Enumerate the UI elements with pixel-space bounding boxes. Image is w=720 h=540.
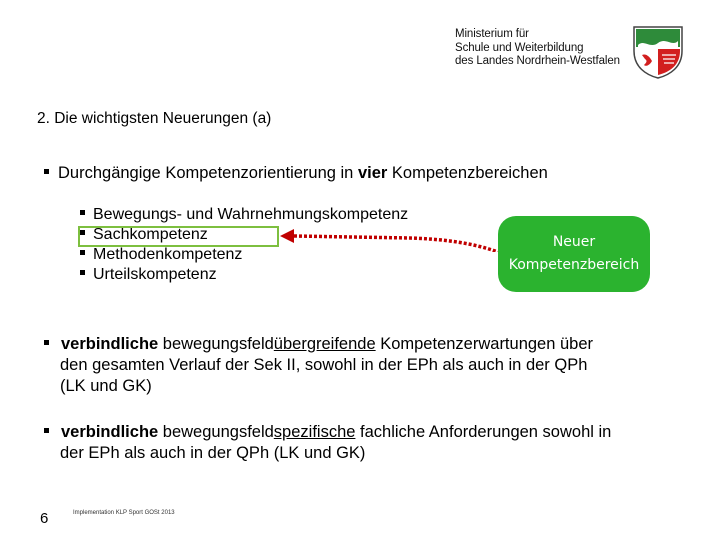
- list-item-label: Urteilskompetenz: [93, 266, 217, 283]
- page-number: 6: [40, 510, 49, 527]
- ministry-line-2: Schule und Weiterbildung: [455, 41, 584, 54]
- para1-underlined: übergreifende: [273, 335, 376, 353]
- para1-bold: verbindliche: [61, 335, 159, 353]
- para2-text2: fachliche Anforderungen sowohl in: [355, 423, 612, 441]
- bullet-square-icon: [44, 428, 49, 433]
- badge-line-1: Neuer: [552, 234, 596, 250]
- para1-line2: den gesamten Verlauf der Sek II, sowohl in der EPh als auch in der QPh: [60, 356, 588, 374]
- footer-note: Implementation KLP Sport GOSt 2013: [73, 510, 175, 516]
- para2-underlined: spezifische: [273, 423, 356, 441]
- nrw-crest-icon: [632, 25, 684, 79]
- badge-line-2: Kompetenzbereich: [508, 257, 640, 273]
- para1-text1: bewegungsfeld: [158, 335, 274, 353]
- main-bullet-after: Kompetenzbereichen: [387, 164, 548, 182]
- ministry-line-3: des Landes Nordrhein-Westfalen: [455, 55, 620, 67]
- list-item: [80, 265, 408, 285]
- para1-text2: Kompetenzerwartungen über: [375, 335, 594, 353]
- para1-line3: (LK und GK): [60, 377, 152, 395]
- para2-line2: der EPh als auch in der QPh (LK und GK): [60, 444, 366, 462]
- bullet-square-icon: [80, 250, 85, 255]
- new-area-badge: [498, 216, 650, 292]
- list-item-label: Bewegungs- und Wahrnehmungskompetenz: [93, 206, 409, 223]
- para2-bold: verbindliche: [61, 423, 159, 441]
- dotted-arrow-icon: [270, 222, 510, 252]
- list-item-label: Sachkompetenz: [93, 226, 208, 243]
- bullet-square-icon: [44, 340, 49, 345]
- slide-title: 2. Die wichtigsten Neuerungen (a): [37, 110, 272, 127]
- paragraph-specific: [44, 422, 684, 464]
- highlight-box: [78, 226, 279, 247]
- main-bullet-bold: vier: [357, 164, 388, 182]
- list-item-label: Methodenkompetenz: [93, 246, 243, 263]
- para2-text1: bewegungsfeld: [158, 423, 274, 441]
- ministry-line-1: Ministerium für: [455, 28, 529, 40]
- main-bullet: [44, 164, 548, 183]
- bullet-square-icon: [44, 169, 49, 174]
- ministry-name: [455, 28, 620, 69]
- main-bullet-before: Durchgängige Kompetenzorientierung in: [58, 164, 358, 182]
- paragraph-overarching: [44, 334, 684, 397]
- bullet-square-icon: [80, 210, 85, 215]
- bullet-square-icon: [80, 270, 85, 275]
